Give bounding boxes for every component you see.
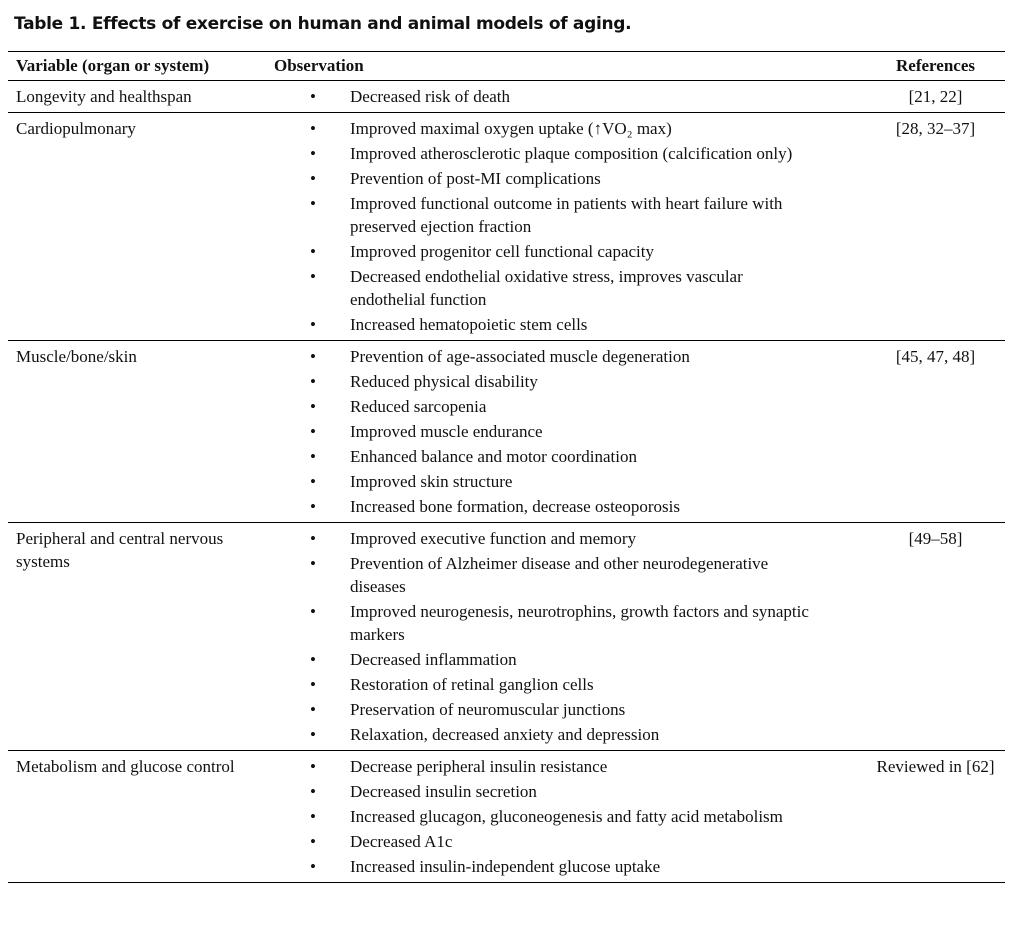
bullet-icon: •: [310, 472, 316, 491]
table-row: [8, 523, 1005, 751]
references-cell: [45, 47, 48]: [846, 341, 1005, 523]
observation-item: • Reduced physical disability: [310, 372, 538, 391]
bullet-icon: •: [310, 372, 316, 391]
references-cell: Reviewed in [62]: [846, 751, 1005, 883]
bullet-icon: •: [310, 807, 316, 826]
table-row: [8, 81, 1005, 113]
observation-item: • Decreased A1c: [310, 832, 453, 851]
observation-item: • Increased hematopoietic stem cells: [310, 315, 588, 334]
bullet-icon: •: [310, 725, 316, 744]
bullet-icon: •: [310, 242, 316, 261]
bullet-icon: •: [310, 529, 316, 548]
observation-item: • Prevention of age-associated muscle degeneration: [310, 347, 690, 366]
bullet-icon: •: [310, 757, 316, 776]
variable-cell: Cardiopulmonary: [8, 113, 266, 341]
observation-item: • Increased insulin-independent glucose uptake: [310, 857, 661, 876]
observation-item: • Relaxation, decreased anxiety and depression: [310, 725, 660, 744]
bullet-icon: •: [310, 347, 316, 366]
variable-cell: Peripheral and central nervous systems: [8, 523, 266, 751]
table-row: [8, 113, 1005, 341]
observation-item: • Decreased endothelial oxidative stress, improves vascular endothelial function: [310, 267, 743, 309]
observation-item: • Improved neurogenesis, neurotrophins, growth factors and synaptic markers: [310, 602, 809, 644]
exercise-effects-table: [8, 52, 1005, 883]
observation-cell: [266, 341, 846, 523]
bullet-icon: •: [310, 267, 316, 286]
bullet-icon: •: [310, 397, 316, 416]
bullet-icon: •: [310, 650, 316, 669]
bullet-icon: •: [310, 315, 316, 334]
observation-cell: [266, 751, 846, 883]
observation-cell: [266, 113, 846, 341]
observation-item: • Decreased risk of death: [310, 87, 511, 106]
observation-item: • Improved executive function and memory: [310, 529, 637, 548]
bullet-icon: •: [310, 832, 316, 851]
observation-cell: [266, 81, 846, 113]
observation-item: • Improved atherosclerotic plaque composition (calcification only): [310, 144, 793, 163]
table-row: [8, 751, 1005, 883]
observation-item: • Improved muscle endurance: [310, 422, 543, 441]
header-row: [8, 52, 1005, 81]
observation-item: • Increased glucagon, gluconeogenesis and fatty acid metabolism: [310, 807, 783, 826]
observation-item: • Decrease peripheral insulin resistance: [310, 757, 608, 776]
observation-item: • Improved maximal oxygen uptake (↑VO₂ max): [310, 119, 672, 138]
observation-item: • Prevention of post-MI complications: [310, 169, 601, 188]
bullet-icon: •: [310, 144, 316, 163]
observation-item: • Increased bone formation, decrease osteoporosis: [310, 497, 680, 516]
observation-item: • Decreased inflammation: [310, 650, 517, 669]
bullet-icon: •: [310, 87, 316, 106]
bullet-icon: •: [310, 497, 316, 516]
observation-item: • Prevention of Alzheimer disease and other neurodegenerative diseases: [310, 554, 769, 596]
header-references: References: [846, 52, 1005, 81]
bullet-icon: •: [310, 782, 316, 801]
bullet-icon: •: [310, 119, 316, 138]
references-cell: [28, 32–37]: [846, 113, 1005, 341]
bullet-icon: •: [310, 169, 316, 188]
header-observation: Observation: [266, 52, 846, 81]
table-row: [8, 341, 1005, 523]
observation-item: • Improved functional outcome in patients with heart failure with preserved ejection fraction: [310, 194, 783, 236]
bullet-icon: •: [310, 422, 316, 441]
bullet-icon: •: [310, 700, 316, 719]
references-cell: [49–58]: [846, 523, 1005, 751]
observation-cell: [266, 523, 846, 751]
observation-item: • Preservation of neuromuscular junctions: [310, 700, 626, 719]
observation-item: • Improved progenitor cell functional capacity: [310, 242, 654, 261]
references-cell: [21, 22]: [846, 81, 1005, 113]
variable-cell: Longevity and healthspan: [8, 81, 266, 113]
observation-item: • Decreased insulin secretion: [310, 782, 537, 801]
observation-item: • Enhanced balance and motor coordination: [310, 447, 637, 466]
bullet-icon: •: [310, 602, 316, 621]
variable-cell: Metabolism and glucose control: [8, 751, 266, 883]
bullet-icon: •: [310, 675, 316, 694]
bullet-icon: •: [310, 447, 316, 466]
bullet-icon: •: [310, 857, 316, 876]
header-variable: Variable (organ or system): [8, 52, 266, 81]
observation-item: • Restoration of retinal ganglion cells: [310, 675, 594, 694]
observation-item: • Reduced sarcopenia: [310, 397, 487, 416]
table-caption: Table 1. Effects of exercise on human and animal models of aging.: [14, 14, 632, 34]
observation-item: • Improved skin structure: [310, 472, 513, 491]
bullet-icon: •: [310, 194, 316, 213]
variable-cell: Muscle/bone/skin: [8, 341, 266, 523]
bullet-icon: •: [310, 554, 316, 573]
